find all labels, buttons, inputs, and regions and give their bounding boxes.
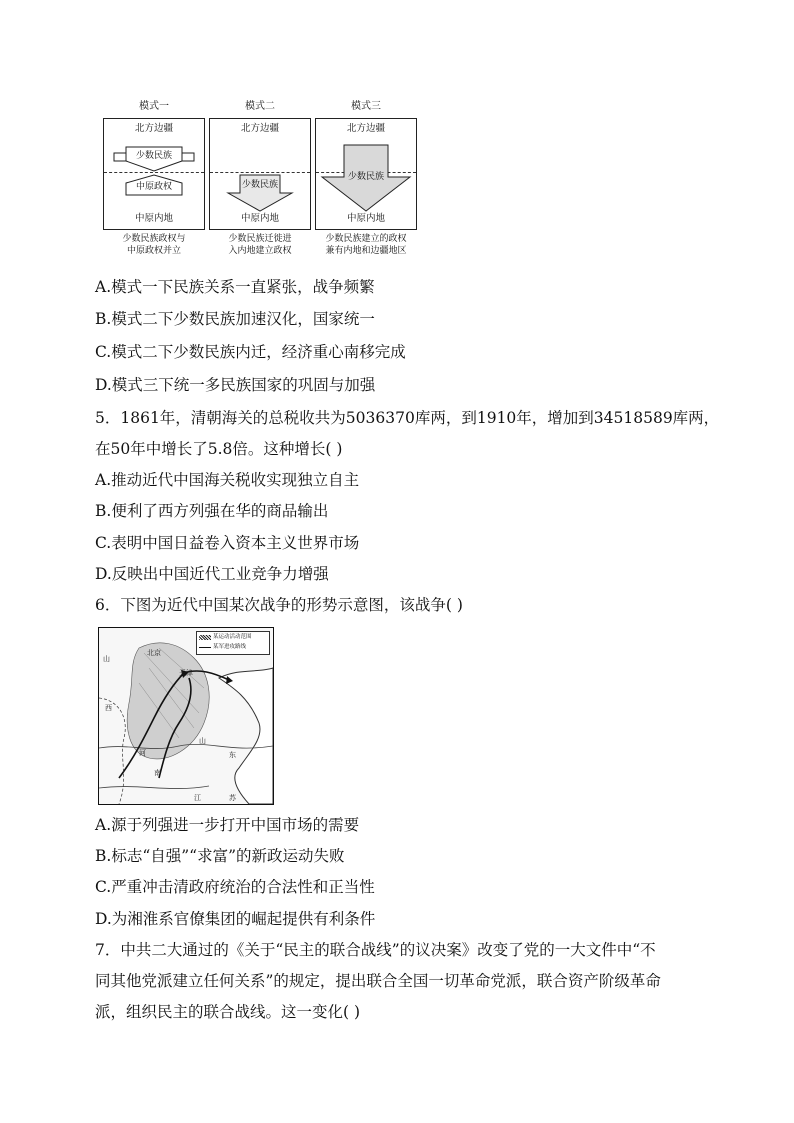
mode-caption bbox=[209, 233, 311, 257]
caption-line: 少数民族政权与 bbox=[122, 234, 186, 244]
modes-diagram bbox=[103, 100, 419, 260]
q4-option-c[interactable]: C.模式二下少数民族内迁，经济重心南移完成 bbox=[95, 343, 406, 361]
mode-box bbox=[103, 118, 205, 230]
q6-option-c[interactable]: C.严重冲击清政府统治的合法性和正当性 bbox=[95, 878, 375, 896]
ethnic-minority-label: 少数民族 bbox=[135, 151, 172, 161]
legend-item-area bbox=[197, 632, 269, 642]
map-label: 南 bbox=[154, 769, 161, 777]
q5-option-a[interactable]: A.推动近代中国海关税收实现独立自主 bbox=[95, 471, 360, 489]
q7-stem-line-2: 同其他党派建立任何关系”的规定，提出联合全国一切革命党派，联合资产阶级革命 bbox=[95, 972, 661, 990]
ethnic-minority-label: 少数民族 bbox=[347, 172, 384, 182]
map-label: 山 bbox=[103, 655, 110, 663]
mode-caption bbox=[103, 233, 205, 257]
mode-title: 模式三 bbox=[351, 101, 381, 112]
q5-option-c[interactable]: C.表明中国日益卷入资本主义世界市场 bbox=[95, 534, 360, 552]
war-situation-map bbox=[98, 627, 274, 805]
q4-option-a[interactable]: A.模式一下民族关系一直紧张，战争频繁 bbox=[95, 278, 375, 296]
mode-box bbox=[209, 118, 311, 230]
caption-line: 中原政权并立 bbox=[126, 246, 181, 256]
caption-line: 入内地建立政权 bbox=[228, 246, 292, 256]
north-frontier-label: 北方边疆 bbox=[240, 123, 279, 134]
ethnic-minority-label: 少数民族 bbox=[241, 180, 278, 190]
q5-option-b[interactable]: B.便利了西方列强在华的商品输出 bbox=[95, 502, 329, 520]
hatched-swatch-icon bbox=[199, 635, 211, 640]
map-label: 江 bbox=[194, 794, 201, 802]
mode-caption bbox=[315, 233, 417, 257]
map-label: 西 bbox=[105, 704, 112, 712]
q6-option-d[interactable]: D.为湘淮系官僚集团的崛起提供有利条件 bbox=[95, 910, 376, 928]
q4-option-b[interactable]: B.模式二下少数民族加速汉化，国家统一 bbox=[95, 310, 375, 328]
caption-line: 少数民族迁徙进 bbox=[228, 234, 292, 244]
map-legend bbox=[196, 631, 270, 655]
arrow-icon bbox=[199, 647, 211, 648]
north-frontier-label: 北方边疆 bbox=[134, 123, 173, 134]
north-frontier-label: 北方边疆 bbox=[346, 123, 385, 134]
central-plains-regime-label: 中原政权 bbox=[135, 182, 172, 192]
q5-stem-line-2: 在50年中增长了5.8倍。这种增长( ) bbox=[95, 440, 343, 458]
caption-line: 兼有内地和边疆地区 bbox=[325, 246, 407, 256]
q5-option-d[interactable]: D.反映出中国近代工业竞争力增强 bbox=[95, 565, 329, 583]
caption-line: 少数民族建立的政权 bbox=[325, 234, 407, 244]
map-label: 苏 bbox=[229, 794, 236, 802]
q6-option-a[interactable]: A.源于列强进一步打开中国市场的需要 bbox=[95, 816, 360, 834]
legend-item-route bbox=[197, 642, 269, 652]
mode-title: 模式一 bbox=[139, 101, 169, 112]
q6-stem: 6．下图为近代中国某次战争的形势示意图，该战争( ) bbox=[95, 596, 463, 614]
central-plains-label: 中原内地 bbox=[134, 213, 173, 224]
map-label: 河 bbox=[139, 749, 146, 757]
map-label: 北京 bbox=[147, 649, 161, 657]
q7-stem-line-1: 7．中共二大通过的《关于“民主的联合战线”的议决案》改变了党的一大文件中“不 bbox=[95, 941, 656, 959]
map-label: 东 bbox=[229, 751, 236, 759]
q4-option-d[interactable]: D.模式三下统一多民族国家的巩固与加强 bbox=[95, 376, 376, 394]
mode-box bbox=[315, 118, 417, 230]
mode-title: 模式二 bbox=[245, 101, 275, 112]
map-label: 山 bbox=[199, 737, 206, 745]
q6-option-b[interactable]: B.标志“自强”“求富”的新政运动失败 bbox=[95, 847, 345, 865]
legend-label: 某运动活动范围 bbox=[213, 634, 252, 640]
map-label: 天津 bbox=[179, 669, 193, 677]
central-plains-label: 中原内地 bbox=[346, 213, 385, 224]
central-plains-label: 中原内地 bbox=[240, 213, 279, 224]
legend-label: 某军进攻路线 bbox=[213, 644, 247, 650]
q7-stem-line-3: 派，组织民主的联合战线。这一变化( ) bbox=[95, 1003, 361, 1021]
q5-stem-line-1: 5．1861年，清朝海关的总税收共为5036370库两，到1910年，增加到34518589库两， bbox=[95, 409, 720, 427]
